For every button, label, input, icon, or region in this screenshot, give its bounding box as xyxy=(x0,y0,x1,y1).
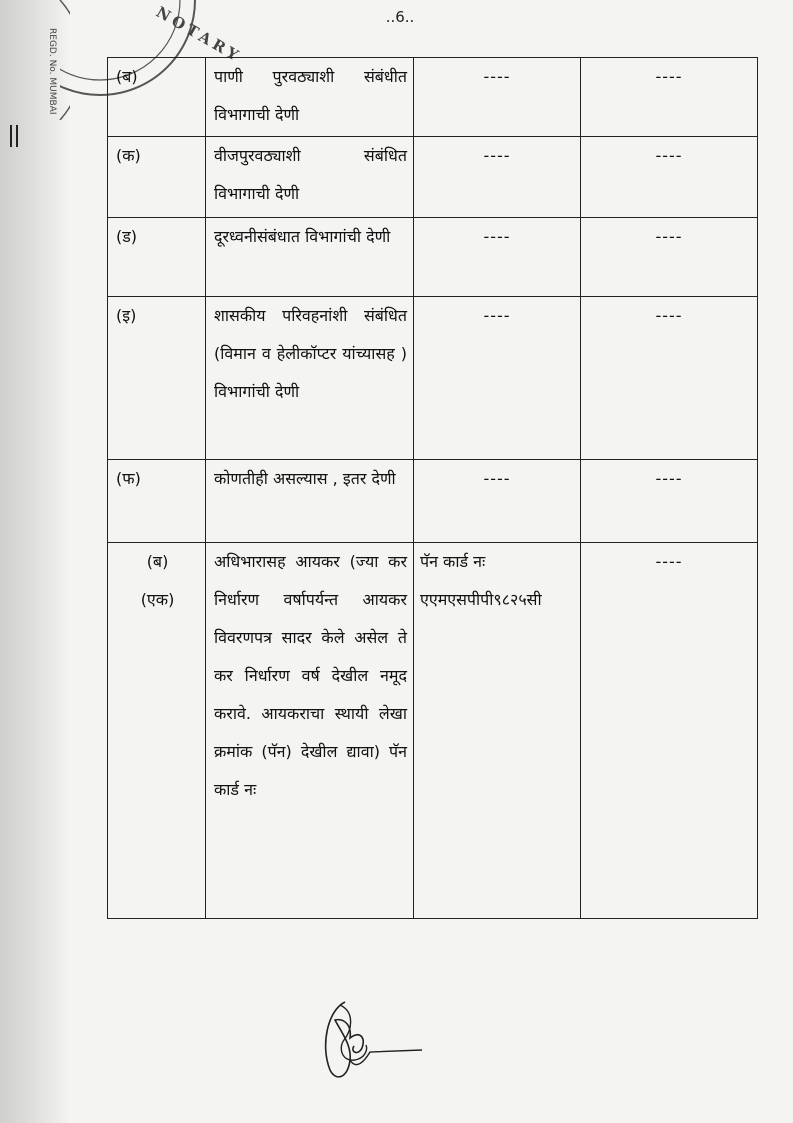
table-row xyxy=(108,137,758,218)
row-value-3: ---- xyxy=(414,460,581,543)
binding-mark xyxy=(10,125,12,147)
pan-card-label: पॅन कार्ड नः xyxy=(420,552,486,571)
row-value-3: ---- xyxy=(414,137,581,218)
pan-card-number: एएमएसपीपी९८२५सी xyxy=(420,590,542,609)
page-number: ..6.. xyxy=(385,8,415,26)
row-value-3: ---- xyxy=(414,218,581,297)
row-label: (फ) xyxy=(108,460,206,543)
table-row xyxy=(108,543,758,919)
table-row xyxy=(108,460,758,543)
row-value-4: ---- xyxy=(581,218,758,297)
row-value-4: ---- xyxy=(581,58,758,137)
row-label-line: (एक) xyxy=(140,590,175,609)
row-value-3: ---- xyxy=(414,58,581,137)
row-description: कोणतीही असल्यास , इतर देणी xyxy=(206,460,414,543)
row-value-4: ---- xyxy=(581,460,758,543)
row-label: (क) xyxy=(108,137,206,218)
row-label: (इ) xyxy=(108,297,206,460)
row-description: पाणी पुरवठ्याशी संबंधीत विभागाची देणी xyxy=(206,58,414,137)
table-row xyxy=(108,218,758,297)
row-description: शासकीय परिवहनांशी संबंधित (विमान व हेलीकॉप्टर यांच्यासह ) विभागांची देणी xyxy=(206,297,414,460)
stamp-side-text: REGD. No. MUMBAI xyxy=(47,28,57,115)
row-label: (ब) xyxy=(108,58,206,137)
row-description: वीजपुरवठ्याशी संबंधित विभागाची देणी xyxy=(206,137,414,218)
row-label-line: (ब) xyxy=(146,552,169,571)
row-value-3: ---- xyxy=(414,297,581,460)
row-value-4: ---- xyxy=(581,297,758,460)
page-binding-gutter xyxy=(0,0,70,1123)
pan-card-cell xyxy=(414,543,581,919)
row-value-4: ---- xyxy=(581,137,758,218)
table-row xyxy=(108,297,758,460)
row-label: (ड) xyxy=(108,218,206,297)
dues-table xyxy=(107,57,758,919)
row-value-4: ---- xyxy=(581,543,758,919)
table-row xyxy=(108,58,758,137)
binding-mark xyxy=(16,125,18,147)
row-description: अधिभारासह आयकर (ज्या कर निर्धारण वर्षापर्यन्त आयकर विवरणपत्र सादर केले असेल ते कर निर्धारण वर्ष देखील नमूद करावे. आयकराचा स्थायी लेखा क्रमांक (पॅन) देखील द्यावा) पॅन कार्ड नः xyxy=(206,543,414,919)
row-label xyxy=(108,543,206,919)
signature xyxy=(300,990,430,1090)
svg-text:NOTARY: NOTARY xyxy=(153,2,245,67)
row-description: दूरध्वनीसंबंधात विभागांची देणी xyxy=(206,218,414,297)
